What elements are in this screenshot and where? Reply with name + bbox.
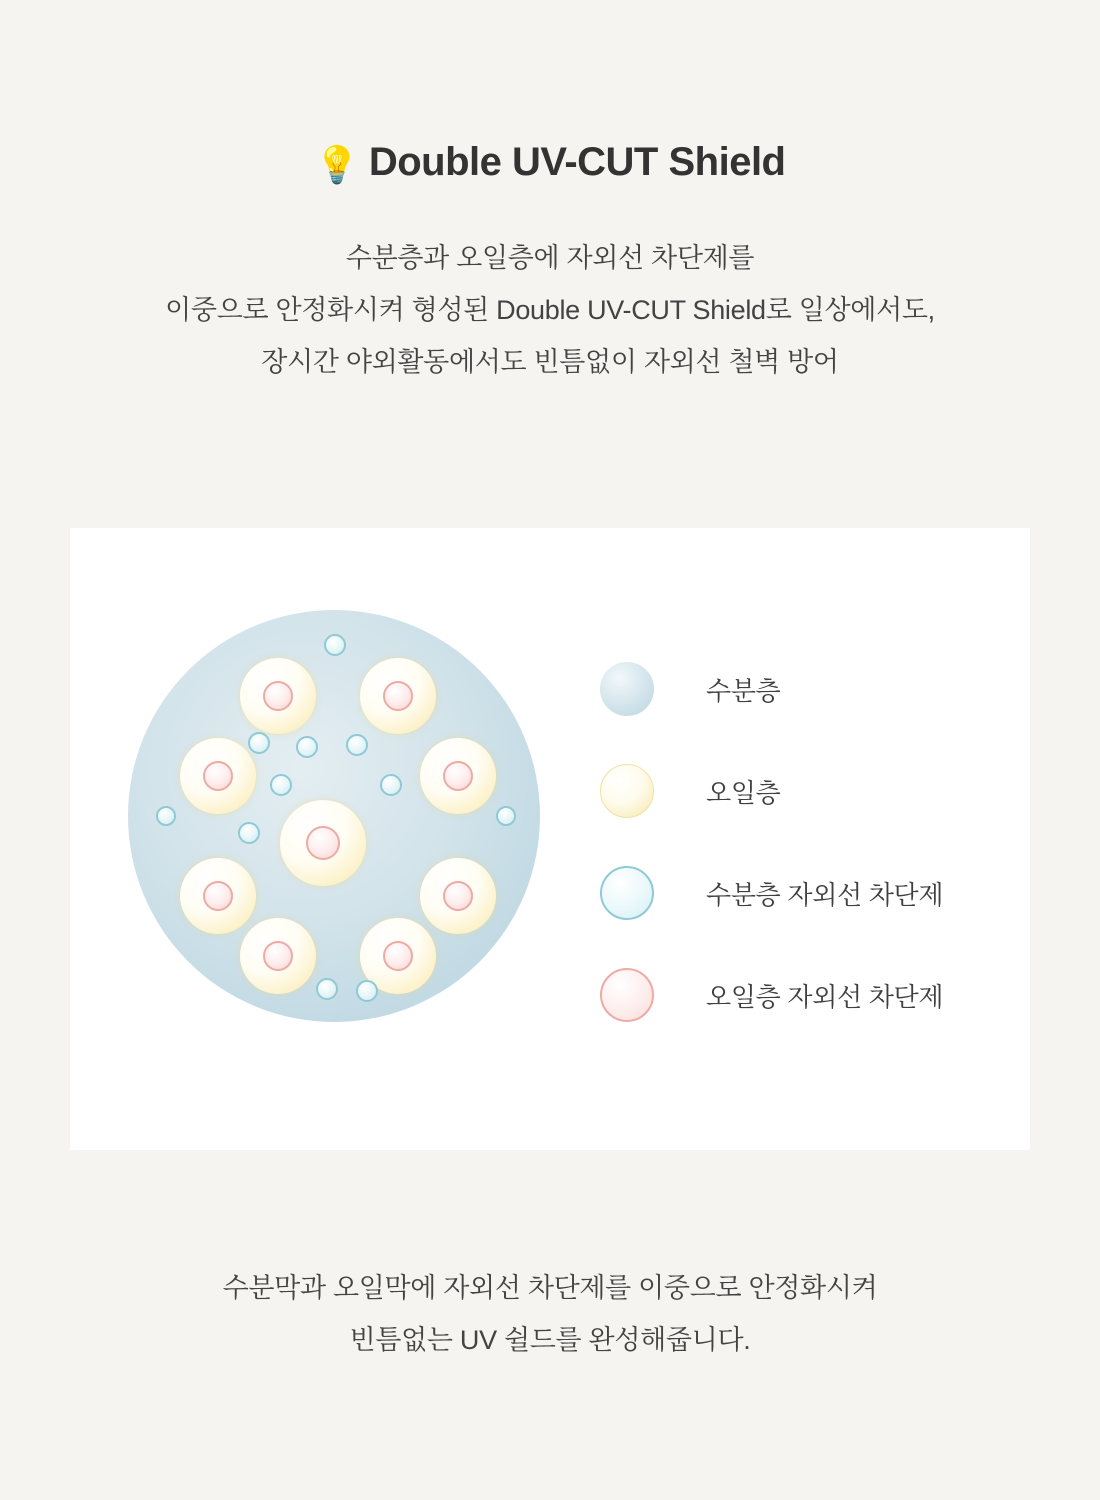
water-uv-dot xyxy=(156,806,176,826)
intro-paragraph xyxy=(0,232,1100,388)
oil-droplet xyxy=(360,658,436,734)
legend-item-oil-layer xyxy=(600,740,1000,842)
water-uv-dot xyxy=(346,734,368,756)
water-uv-dot xyxy=(496,806,516,826)
oil-droplet xyxy=(240,918,316,994)
intro-line-1: 수분층과 오일층에 자외선 차단제를 xyxy=(345,243,755,273)
oil-droplet xyxy=(240,658,316,734)
oil-droplet xyxy=(420,738,496,814)
oil-droplet xyxy=(180,858,256,934)
oil-uv-core xyxy=(383,941,413,971)
oil-uv-core xyxy=(443,761,473,791)
oil-uv-core xyxy=(203,881,233,911)
legend-label: 오일층 xyxy=(706,777,781,808)
oil-uv-core xyxy=(383,681,413,711)
oil-droplet xyxy=(420,858,496,934)
oil-uv-core xyxy=(263,681,293,711)
oil-layer-swatch-icon xyxy=(600,764,654,818)
legend-item-water-layer xyxy=(600,638,1000,740)
caption-line-1: 수분막과 오일막에 자외선 차단제를 이중으로 안정화시켜 xyxy=(222,1273,878,1303)
legend-label: 오일층 자외선 차단제 xyxy=(706,981,944,1012)
intro-line-2: 이중으로 안정화시켜 형성된 Double UV-CUT Shield로 일상에서도, xyxy=(165,295,935,325)
lightbulb-icon: 💡 xyxy=(314,143,359,185)
water-uv-filter-swatch-icon xyxy=(600,866,654,920)
legend-item-water-uv-filter xyxy=(600,842,1000,944)
water-uv-dot xyxy=(356,980,378,1002)
legend-label: 수분층 xyxy=(706,675,781,706)
water-uv-dot xyxy=(238,822,260,844)
oil-droplet-center xyxy=(280,800,366,886)
water-layer-swatch-icon xyxy=(600,662,654,716)
water-uv-dot xyxy=(316,978,338,1000)
intro-line-3: 장시간 야외활동에서도 빈틈없이 자외선 철벽 방어 xyxy=(261,347,839,377)
water-uv-dot xyxy=(296,736,318,758)
oil-droplet xyxy=(180,738,256,814)
caption-line-2: 빈틈없는 UV 쉴드를 완성해줍니다. xyxy=(349,1325,751,1355)
legend xyxy=(600,638,1000,1046)
oil-uv-core xyxy=(306,826,340,860)
oil-uv-core xyxy=(263,941,293,971)
page-title-text: Double UV-CUT Shield xyxy=(368,140,786,184)
oil-uv-filter-swatch-icon xyxy=(600,968,654,1022)
legend-label: 수분층 자외선 차단제 xyxy=(706,879,944,910)
legend-item-oil-uv-filter xyxy=(600,944,1000,1046)
caption-paragraph xyxy=(0,1262,1100,1366)
oil-uv-core xyxy=(203,761,233,791)
water-uv-dot xyxy=(248,732,270,754)
shield-illustration xyxy=(128,610,588,1070)
water-uv-dot xyxy=(380,774,402,796)
water-uv-dot xyxy=(324,634,346,656)
page-title xyxy=(0,140,1100,185)
water-uv-dot xyxy=(270,774,292,796)
oil-uv-core xyxy=(443,881,473,911)
diagram-card xyxy=(70,528,1030,1150)
